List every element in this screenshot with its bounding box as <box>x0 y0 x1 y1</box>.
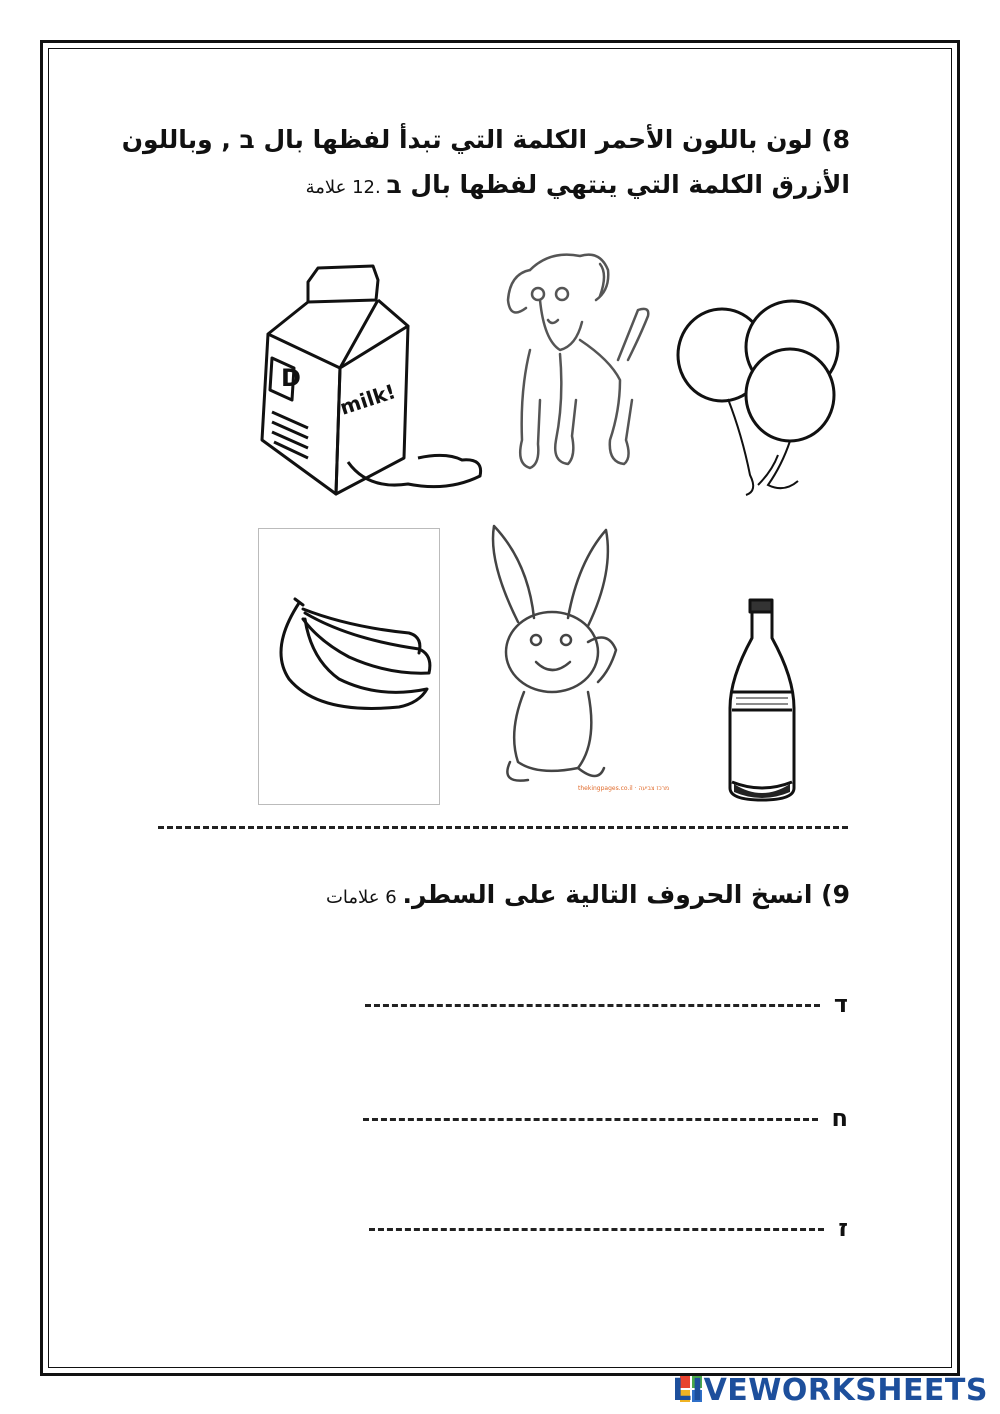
picture-bananas[interactable] <box>258 528 440 805</box>
question-9-text: 9) انسخ الحروف التالية على السطر. <box>402 880 850 909</box>
bananas-icon <box>259 529 439 804</box>
bottle-icon <box>722 598 802 804</box>
copy-letter-2: ח <box>831 1104 848 1132</box>
copy-letter-1: ד <box>833 990 848 1018</box>
copy-row-1[interactable] <box>365 990 848 1018</box>
picture-rabbit[interactable] <box>448 522 670 802</box>
picture-dog[interactable] <box>500 250 660 485</box>
question-8-line-2-text: الأزرق الكلمة التي ينتهي لفظها بال ב <box>386 170 850 199</box>
milk-carton-label: milk! <box>336 379 399 420</box>
copy-letter-3: ז <box>838 1214 848 1242</box>
copy-row-3[interactable] <box>369 1214 848 1242</box>
rabbit-icon <box>448 522 670 802</box>
picture-bottle[interactable] <box>722 598 802 804</box>
copy-line-1[interactable] <box>365 1004 820 1007</box>
picture-balloons[interactable] <box>672 295 850 505</box>
milk-carton-icon <box>248 262 488 504</box>
question-8-line-2 <box>306 170 850 199</box>
picture-milk-carton[interactable] <box>248 262 488 504</box>
dog-icon <box>500 250 660 485</box>
rabbit-credit: thekingpages.co.il · מרכז צביעה <box>578 785 670 792</box>
question-8-line-1: 8) لون باللون الأحمر الكلمة التي تبدأ لفظها بال ב , وباللون <box>121 125 850 154</box>
copy-line-3[interactable] <box>369 1228 824 1231</box>
copy-line-2[interactable] <box>363 1118 818 1121</box>
question-9-title <box>326 880 850 909</box>
question-8-marks: .12 علامة <box>305 177 387 198</box>
question-9-marks: 6 علامات <box>325 887 403 908</box>
liveworksheets-brand[interactable]: LIVEWORKSHEETS <box>672 1373 988 1408</box>
section-divider <box>158 826 848 829</box>
milk-carton-letter: D <box>281 364 301 392</box>
copy-row-2[interactable] <box>363 1104 849 1132</box>
balloons-icon <box>672 295 850 505</box>
